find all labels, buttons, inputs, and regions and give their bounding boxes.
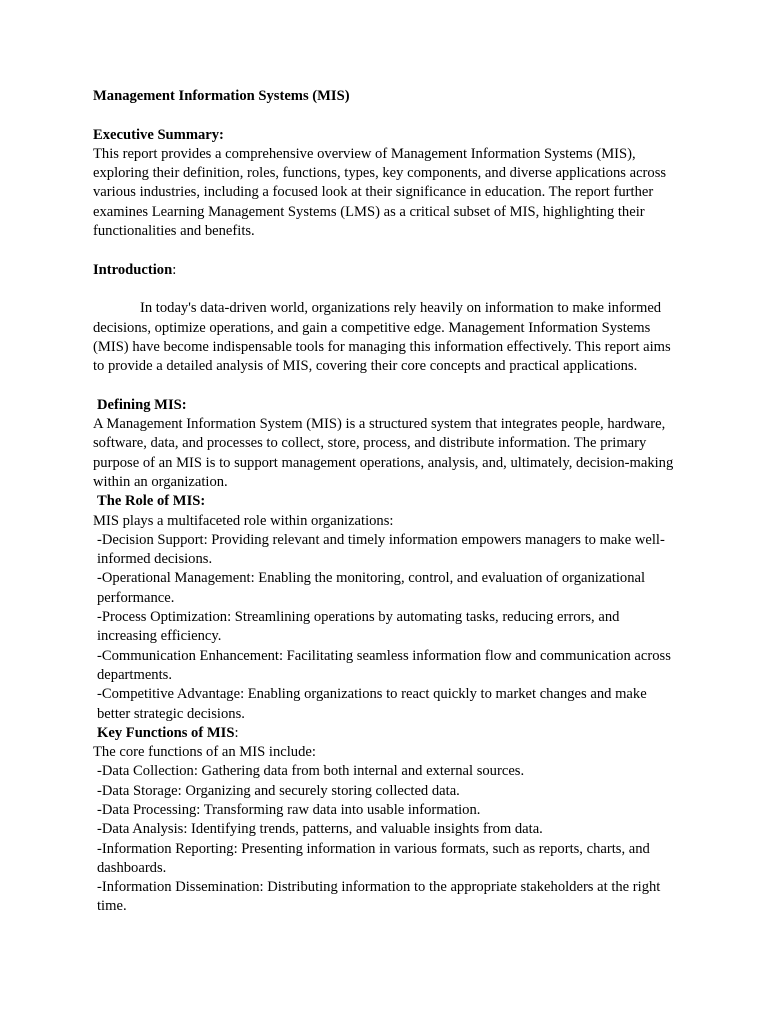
spacer <box>93 280 683 299</box>
defining-mis-paragraph: A Management Information System (MIS) is a structured system that integrates people, hardware, software, data, and processes to collect, store, process, and distribute information. The primary purpose of an MIS is to support management operations, analysis, and, ultimately, decision-making within an organization. <box>93 416 674 490</box>
list-item: -Decision Support: Providing relevant and timely information empowers managers to make well-informed decisions. <box>97 531 665 568</box>
spacer <box>93 241 683 260</box>
document-title: Management Information Systems (MIS) <box>93 88 350 104</box>
key-functions-heading-text: Key Functions of MIS <box>97 724 235 741</box>
list-item: -Information Reporting: Presenting information in various formats, such as reports, charts, and dashboards. <box>97 840 650 876</box>
executive-summary-paragraph: This report provides a comprehensive overview of Management Information Systems (MIS), exploring their definition, roles, functions, types, key components, and diverse applications across various industries, including a focused look at their significance in education. The report further examines Learning Management Systems (LMS) as a critical subset of MIS, highlighting their functionalities and benefits. <box>93 145 667 240</box>
role-of-mis-heading: The Role of MIS: <box>97 493 206 510</box>
spacer <box>93 106 683 125</box>
list-item: -Data Processing: Transforming raw data into usable information. <box>97 801 481 818</box>
spacer <box>93 376 683 395</box>
introduction-paragraph: In today's data-driven world, organizations rely heavily on information to make informed decisions, optimize operations, and gain a competitive edge. Management Information Systems (MIS) have become indispensable tools for managing this information effectively. This report aims to provide a detailed analysis of MIS, covering their core concepts and practical applications. <box>93 300 671 375</box>
list-item: -Data Storage: Organizing and securely storing collected data. <box>97 782 460 799</box>
list-item: -Information Dissemination: Distributing information to the appropriate stakeholders at the right time. <box>97 879 661 915</box>
key-functions-heading <box>93 724 683 743</box>
key-functions-intro: The core functions of an MIS include: <box>93 744 316 761</box>
introduction-heading <box>93 261 683 280</box>
introduction-heading-colon: : <box>172 261 177 278</box>
executive-summary-heading: Executive Summary: <box>93 126 224 143</box>
list-item: -Communication Enhancement: Facilitating seamless information flow and communication across departments. <box>97 647 671 683</box>
list-item: -Process Optimization: Streamlining operations by automating tasks, reducing errors, and increasing efficiency. <box>97 609 620 645</box>
key-functions-heading-colon: : <box>234 724 239 741</box>
list-item: -Data Collection: Gathering data from both internal and external sources. <box>97 763 525 780</box>
list-item: -Competitive Advantage: Enabling organizations to react quickly to market changes and make better strategic decisions. <box>97 686 647 722</box>
defining-mis-heading: Defining MIS: <box>97 396 187 413</box>
document-body <box>93 87 683 917</box>
list-item: -Data Analysis: Identifying trends, patterns, and valuable insights from data. <box>97 821 543 838</box>
list-item: -Operational Management: Enabling the monitoring, control, and evaluation of organizational performance. <box>97 570 646 606</box>
role-of-mis-intro: MIS plays a multifaceted role within organizations: <box>93 512 394 529</box>
introduction-heading-text: Introduction <box>93 261 173 278</box>
